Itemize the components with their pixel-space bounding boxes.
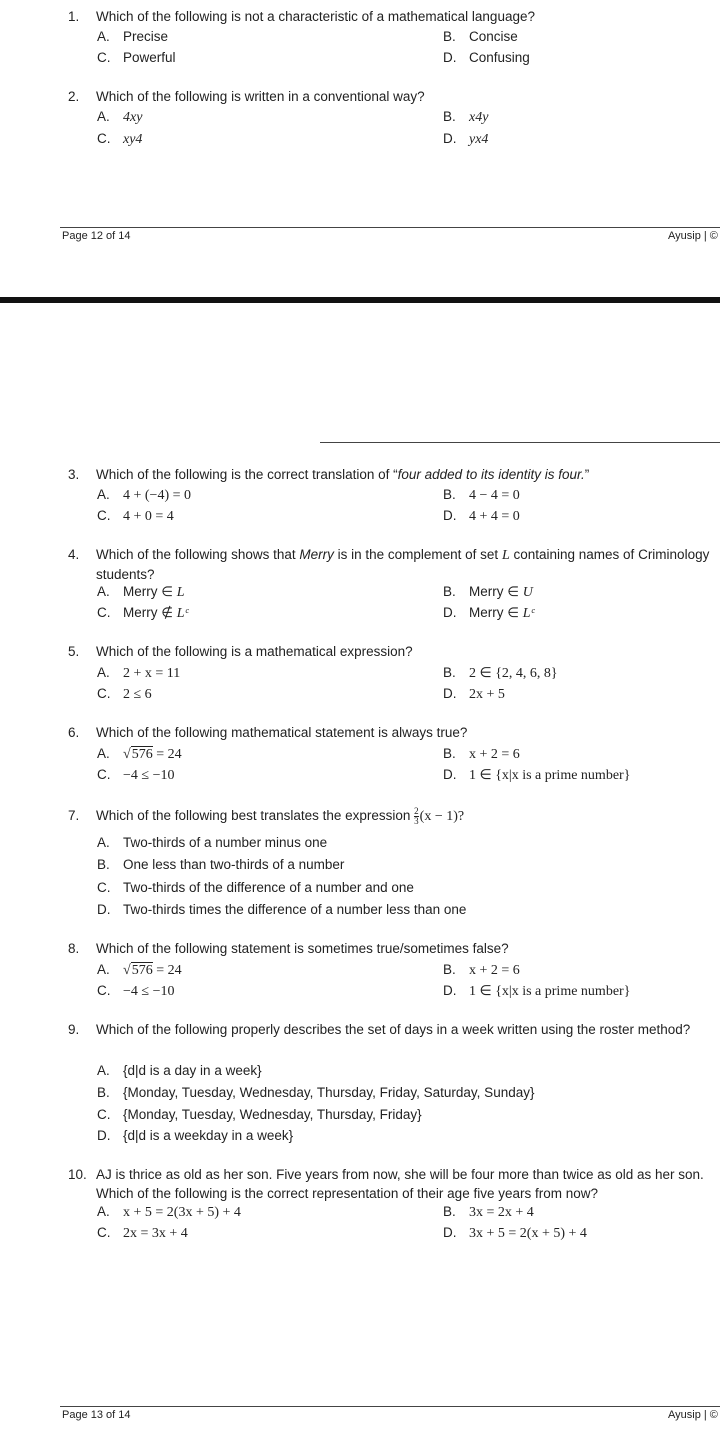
- option-b: B. 3x = 2x + 4: [443, 1204, 534, 1220]
- question-6: [68, 723, 718, 742]
- option-c: C. Merry ∉ Lᶜ: [97, 605, 189, 621]
- question-number: 1.: [68, 9, 80, 24]
- page-separator: [0, 297, 720, 303]
- option-a: A. Precise: [97, 29, 169, 44]
- question-number: 4.: [68, 547, 80, 562]
- question-text: Which of the following is not a characteristic of a mathematical language?: [96, 9, 535, 24]
- question-number: 9.: [68, 1022, 80, 1037]
- option-a: A. √576 = 24: [97, 746, 182, 762]
- question-4: [68, 545, 718, 584]
- option-d: D. 4 + 4 = 0: [443, 508, 520, 524]
- question-number: 5.: [68, 644, 80, 659]
- question-text: Which of the following is a mathematical expression?: [96, 644, 413, 659]
- option-b: B. {Monday, Tuesday, Wednesday, Thursday, Friday, Saturday, Sunday}: [97, 1085, 535, 1100]
- option-a: A. 2 + x = 11: [97, 665, 181, 681]
- option-d: D. {d|d is a weekday in a week}: [97, 1128, 294, 1143]
- option-d: D. yx4: [443, 131, 489, 147]
- option-c: C. −4 ≤ −10: [97, 983, 175, 999]
- option-b: B. x + 2 = 6: [443, 746, 520, 762]
- question-3: [68, 465, 718, 484]
- option-b: B. 4 − 4 = 0: [443, 487, 520, 503]
- option-c: C. −4 ≤ −10: [97, 767, 175, 783]
- option-d: D. Merry ∈ Lᶜ: [443, 605, 535, 621]
- question-text: Which of the following statement is sometimes true/sometimes false?: [96, 941, 509, 956]
- question-text: Which of the following shows that Merry is in the complement of set L containing names of Criminology students?: [96, 547, 710, 582]
- option-c: C. {Monday, Tuesday, Wednesday, Thursday, Friday}: [97, 1107, 422, 1122]
- question-text: Which of the following is the correct translation of “four added to its identity is four.”: [96, 467, 590, 482]
- question-number: 2.: [68, 89, 80, 104]
- footer-author: Ayusip | ©: [668, 1409, 718, 1421]
- question-text: AJ is thrice as old as her son. Five years from now, she will be four more than twice as old as her son. Which of the following is the correct representation of their age five years from now?: [96, 1167, 704, 1201]
- option-c: C. 4 + 0 = 4: [97, 508, 174, 524]
- question-text: Which of the following best translates the expression $\frac{2}{3}$ (x − 1)?: [96, 805, 465, 826]
- question-8: [68, 939, 718, 958]
- option-b: B. 2 ∈ {2, 4, 6, 8}: [443, 665, 558, 681]
- question-text: Which of the following mathematical statement is always true?: [96, 725, 468, 740]
- question-number: 8.: [68, 941, 80, 956]
- option-a: A. Merry ∈ L: [97, 584, 185, 600]
- option-c: C. 2 ≤ 6: [97, 686, 152, 702]
- question-7: [68, 806, 718, 826]
- option-d: D. 1 ∈ {x|x is a prime number}: [443, 767, 631, 783]
- option-d: D. Confusing: [443, 50, 530, 65]
- option-d: D. 2x + 5: [443, 686, 505, 702]
- option-a: A. √576 = 24: [97, 962, 182, 978]
- question-text: Which of the following properly describes the set of days in a week written using the roster method?: [96, 1022, 691, 1037]
- footer-rule: [60, 227, 720, 228]
- option-c: C. Powerful: [97, 50, 176, 65]
- question-number: 3.: [68, 467, 80, 482]
- question-1: [68, 7, 718, 26]
- option-b: B. x + 2 = 6: [443, 962, 520, 978]
- option-d: D. 3x + 5 = 2(x + 5) + 4: [443, 1225, 587, 1241]
- option-a: A. 4xy: [97, 109, 143, 125]
- option-a: A. Two-thirds of a number minus one: [97, 835, 328, 850]
- question-9: [68, 1020, 718, 1039]
- footer-page-number: Page 13 of 14: [62, 1409, 131, 1421]
- option-c: C. Two-thirds of the difference of a number and one: [97, 880, 414, 895]
- question-number: 10.: [68, 1167, 87, 1182]
- fraction: $\frac{2}{3}$: [414, 805, 419, 826]
- option-a: A. 4 + (−4) = 0: [97, 487, 192, 503]
- question-5: [68, 642, 718, 661]
- option-d: D. Two-thirds times the difference of a number less than one: [97, 902, 467, 917]
- question-number: 6.: [68, 725, 80, 740]
- question-10: [68, 1165, 718, 1203]
- option-c: C. 2x = 3x + 4: [97, 1225, 188, 1241]
- question-2: [68, 87, 718, 106]
- option-c: C. xy4: [97, 131, 143, 147]
- header-rule: [320, 442, 720, 443]
- option-b: B. Concise: [443, 29, 518, 44]
- question-text: Which of the following is written in a conventional way?: [96, 89, 425, 104]
- footer-page-number: Page 12 of 14: [62, 230, 131, 242]
- footer-rule: [60, 1406, 720, 1407]
- option-a: A. x + 5 = 2(3x + 5) + 4: [97, 1204, 241, 1220]
- option-a: A. {d|d is a day in a week}: [97, 1063, 262, 1078]
- option-d: D. 1 ∈ {x|x is a prime number}: [443, 983, 631, 999]
- option-b: B. One less than two-thirds of a number: [97, 857, 345, 872]
- footer-author: Ayusip | ©: [668, 230, 718, 242]
- option-b: B. Merry ∈ U: [443, 584, 533, 600]
- option-b: B. x4y: [443, 109, 489, 125]
- question-number: 7.: [68, 808, 80, 823]
